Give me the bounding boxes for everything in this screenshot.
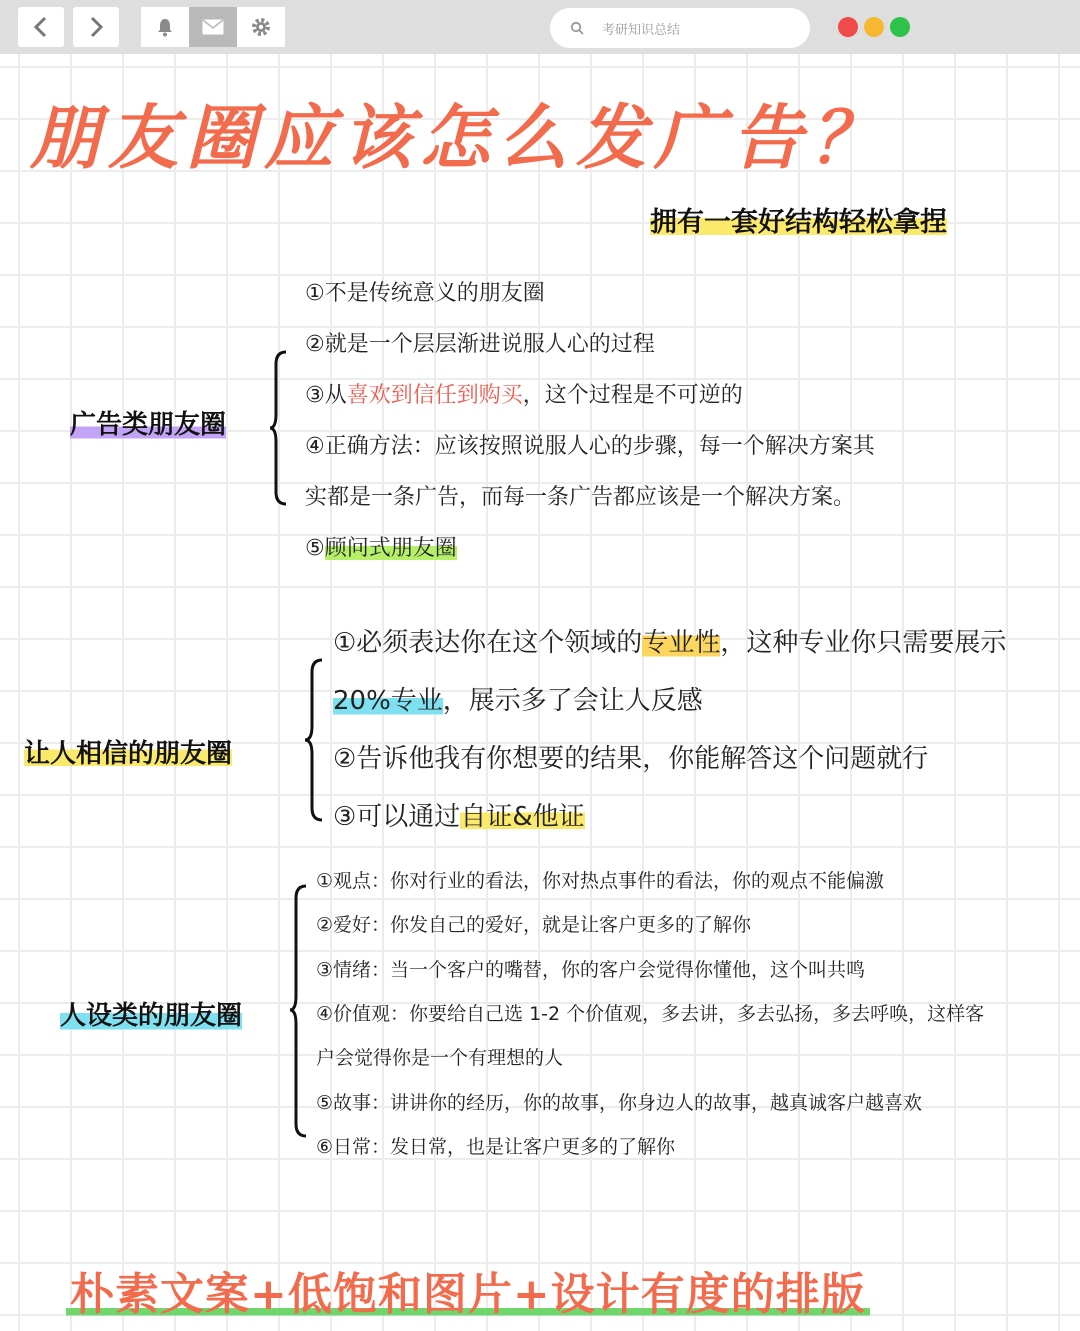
- search-input[interactable]: [550, 8, 810, 48]
- section3-item-4-cont: 户会觉得你是一个有理想的人: [316, 1047, 564, 1069]
- section1-item-5: ⑤顾问式朋友圈: [305, 536, 457, 561]
- forward-button[interactable]: [73, 7, 119, 47]
- section3-label: 人设类的朋友圈: [60, 1001, 243, 1031]
- notifications-button[interactable]: [141, 7, 189, 47]
- bell-icon: [156, 17, 174, 37]
- back-button[interactable]: [18, 7, 64, 47]
- section1-item-4-cont: 实都是一条广告，而每一条广告都应该是一个解决方案。: [305, 485, 856, 510]
- section3-item-2: ②爱好：你发自己的爱好，就是让客户更多的了解你: [316, 914, 752, 936]
- section1-label: 广告类朋友圈: [70, 410, 227, 440]
- footer-slogan: 朴素文案+低饱和图片+设计有度的排版: [66, 1258, 870, 1322]
- chevron-left-icon: [31, 15, 51, 39]
- section3-item-5: ⑤故事：讲讲你的经历，你的故事，你身边人的故事，越真诚客户越喜欢: [316, 1092, 923, 1114]
- tool-group: [141, 7, 285, 47]
- section3-item-6: ⑥日常：发日常，也是让客户更多的了解你: [316, 1136, 676, 1158]
- section3-item-1: ①观点：你对行业的看法，你对热点事件的看法，你的观点不能偏激: [316, 870, 885, 892]
- section1-item-4: ④正确方法：应该按照说服人心的步骤，每一个解决方案其: [305, 434, 875, 459]
- section2-brace: [302, 658, 326, 822]
- settings-button[interactable]: [237, 7, 285, 47]
- section2-label: 让人相信的朋友圈: [24, 739, 233, 769]
- mail-button[interactable]: [189, 7, 237, 47]
- section2-item-3: ③可以通过自证&他证: [333, 802, 585, 832]
- gear-icon: [250, 16, 272, 38]
- search-placeholder: 考研知识总结: [602, 22, 681, 38]
- page-title: 朋友圈应该怎么发广告？: [30, 96, 888, 179]
- chevron-right-icon: [86, 15, 106, 39]
- section1-item-2: ②就是一个层层渐进说服人心的过程: [305, 332, 655, 357]
- mail-icon: [202, 19, 224, 35]
- section2-item-1: ①必须表达你在这个领域的专业性，这种专业你只需要展示: [333, 628, 1007, 658]
- page-subtitle: 拥有一套好结构轻松拿捏: [650, 207, 947, 238]
- section3-brace: [288, 884, 310, 1138]
- section1-brace: [268, 350, 290, 506]
- maximize-window-dot[interactable]: [890, 17, 910, 37]
- close-window-dot[interactable]: [838, 17, 858, 37]
- section3-item-3: ③情绪：当一个客户的嘴替，你的客户会觉得你懂他，这个叫共鸣: [316, 959, 866, 981]
- minimize-window-dot[interactable]: [864, 17, 884, 37]
- section1-item-3: ③从喜欢到信任到购买，这个过程是不可逆的: [305, 383, 743, 408]
- top-toolbar: [0, 0, 1080, 54]
- section2-item-1-cont: 20%专业，展示多了会让人反感: [333, 686, 703, 716]
- search-icon: [570, 21, 584, 35]
- section3-item-4: ④价值观：你要给自己选 1-2 个价值观，多去讲，多去弘扬，多去呼唤，这样客: [316, 1003, 985, 1025]
- section2-item-2: ②告诉他我有你想要的结果，你能解答这个问题就行: [333, 744, 929, 774]
- section1-item-1: ①不是传统意义的朋友圈: [305, 281, 545, 306]
